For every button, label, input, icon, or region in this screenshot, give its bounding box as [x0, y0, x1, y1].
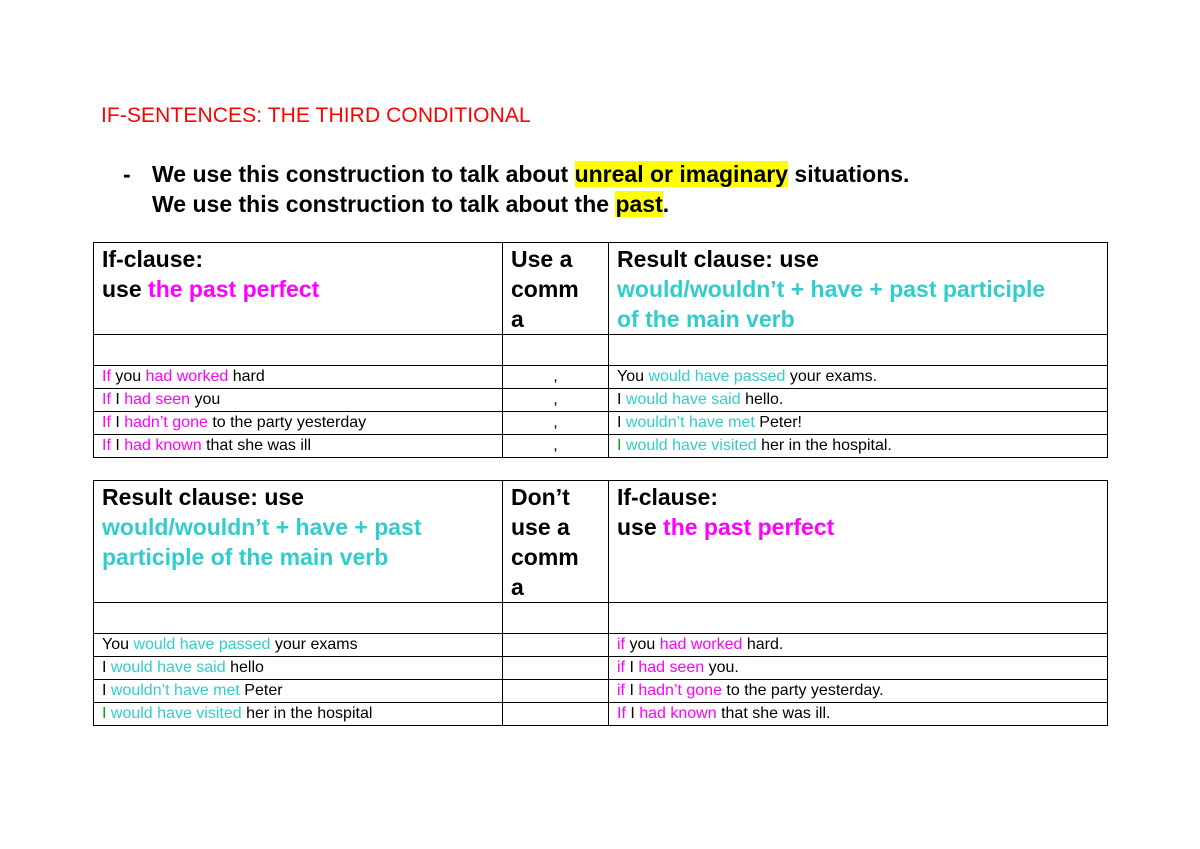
- table-row: [94, 657, 1108, 680]
- clause-rest: Peter: [239, 682, 283, 699]
- bullet-1-end: situations.: [788, 161, 910, 187]
- subject: I: [625, 682, 639, 699]
- conditional-verb: wouldn’t have met: [110, 682, 240, 699]
- empty-comma-cell: [503, 657, 609, 680]
- subject: I: [102, 705, 111, 722]
- if-word: If: [102, 414, 111, 431]
- empty-comma-cell: [503, 680, 609, 703]
- clause-rest: your exams: [270, 636, 358, 653]
- conditional-verb: would have visited: [110, 705, 242, 722]
- past-perfect-label: the past perfect: [663, 514, 835, 540]
- table-row: [94, 435, 1108, 458]
- comma-header: [503, 243, 609, 335]
- conditional-verb: would have visited: [625, 437, 757, 454]
- table-row: [94, 412, 1108, 435]
- if-clause-cell: [609, 634, 1108, 657]
- subject: you: [110, 368, 146, 385]
- clause-rest: to the party yesterday.: [721, 682, 884, 699]
- clause-rest: hello: [225, 659, 264, 676]
- bullet-dash: -: [123, 161, 131, 187]
- table-row: [94, 634, 1108, 657]
- table-row: [94, 703, 1108, 726]
- empty-comma-cell: [503, 634, 609, 657]
- past-perfect-verb: hadn’t gone: [638, 682, 722, 699]
- blank-row: [94, 603, 1108, 634]
- clause-rest: her in the hospital.: [756, 437, 892, 454]
- if-clause-cell: [94, 412, 503, 435]
- table-header-row: [94, 481, 1108, 603]
- subject: I: [110, 414, 125, 431]
- if-clause-cell: [94, 435, 503, 458]
- table-row: [94, 389, 1108, 412]
- bullet-line-2: [152, 191, 669, 218]
- clause-rest: your exams.: [785, 368, 878, 385]
- subject: You: [102, 636, 134, 653]
- no-comma-header-line: a: [511, 574, 524, 600]
- clause-rest: that she was ill: [201, 437, 312, 454]
- if-clause-cell: [609, 680, 1108, 703]
- blank-cell: [503, 603, 609, 634]
- no-comma-header-line: use a: [511, 514, 570, 540]
- result-clause-cell: [94, 657, 503, 680]
- past-perfect-verb: had seen: [638, 659, 705, 676]
- clause-rest: hard.: [742, 636, 784, 653]
- result-clause-formula: would/wouldn’t + have + past participle: [617, 276, 1046, 302]
- result-clause-label: Result clause: use: [617, 246, 819, 272]
- table-row: [94, 366, 1108, 389]
- result-clause-cell: [94, 634, 503, 657]
- comma-cell: ,: [503, 412, 609, 435]
- blank-row: [94, 335, 1108, 366]
- subject: I: [110, 437, 125, 454]
- table-row: [94, 680, 1108, 703]
- blank-cell: [609, 335, 1108, 366]
- past-perfect-verb: hadn’t gone: [124, 414, 208, 431]
- if-clause-header: [609, 481, 1108, 603]
- past-perfect-verb: had worked: [659, 636, 743, 653]
- no-comma-header: [503, 481, 609, 603]
- past-perfect-verb: had known: [124, 437, 202, 454]
- bullet-2-text: We use this construction to talk about the: [152, 191, 616, 217]
- if-clause-use: use: [102, 276, 149, 302]
- result-clause-header: [609, 243, 1108, 335]
- clause-rest: that she was ill.: [716, 705, 831, 722]
- blank-cell: [94, 603, 503, 634]
- result-clause-cell: [94, 703, 503, 726]
- conditional-verb: would have said: [110, 659, 226, 676]
- table-header-row: [94, 243, 1108, 335]
- blank-cell: [609, 603, 1108, 634]
- result-first-table: [93, 480, 1108, 726]
- if-word: If: [102, 368, 111, 385]
- comma-cell: ,: [503, 366, 609, 389]
- blank-cell: [503, 335, 609, 366]
- if-clause-cell: [609, 657, 1108, 680]
- comma-cell: ,: [503, 389, 609, 412]
- if-word: If: [617, 705, 626, 722]
- if-clause-use: use: [617, 514, 664, 540]
- if-word: if: [617, 636, 625, 653]
- clause-rest: Peter!: [754, 414, 802, 431]
- if-clause-header: [94, 243, 503, 335]
- if-clause-cell: [609, 703, 1108, 726]
- subject: I: [102, 682, 111, 699]
- bullet-1-text: We use this construction to talk about: [152, 161, 575, 187]
- comma-header-line: Use a: [511, 246, 573, 272]
- empty-comma-cell: [503, 703, 609, 726]
- comma-header-line: a: [511, 306, 524, 332]
- comma-header-line: comm: [511, 276, 579, 302]
- if-word: If: [102, 437, 111, 454]
- subject: you: [625, 636, 660, 653]
- result-clause-cell: [609, 412, 1108, 435]
- conditional-verb: wouldn’t have met: [625, 414, 755, 431]
- clause-rest: her in the hospital: [241, 705, 373, 722]
- result-clause-label: Result clause: use: [102, 484, 304, 510]
- bullet-1-highlight: unreal or imaginary: [574, 161, 789, 187]
- result-clause-header: [94, 481, 503, 603]
- subject: I: [617, 414, 626, 431]
- bullet-2-highlight: past: [615, 191, 663, 217]
- result-clause-cell: [609, 389, 1108, 412]
- if-word: If: [102, 391, 111, 408]
- no-comma-header-line: comm: [511, 544, 579, 570]
- past-perfect-verb: had worked: [145, 368, 229, 385]
- subject: I: [110, 391, 125, 408]
- result-clause-cell: [609, 435, 1108, 458]
- conditional-verb: would have said: [625, 391, 741, 408]
- page-title: IF-SENTENCES: THE THIRD CONDITIONAL: [101, 104, 531, 127]
- if-word: if: [617, 659, 625, 676]
- result-clause-formula-cont: participle of the main verb: [102, 544, 389, 570]
- result-clause-cell: [94, 680, 503, 703]
- conditional-verb: would have passed: [648, 368, 786, 385]
- no-comma-header-line: Don’t: [511, 484, 570, 510]
- if-clause-label: If-clause:: [617, 484, 718, 510]
- if-clause-cell: [94, 389, 503, 412]
- clause-rest: you: [190, 391, 221, 408]
- clause-rest: hard: [228, 368, 265, 385]
- blank-cell: [94, 335, 503, 366]
- clause-rest: you.: [704, 659, 739, 676]
- if-word: if: [617, 682, 625, 699]
- result-clause-cell: [609, 366, 1108, 389]
- if-clause-label: If-clause:: [102, 246, 203, 272]
- bullet-2-end: .: [662, 191, 670, 217]
- subject: I: [617, 391, 626, 408]
- comma-cell: ,: [503, 435, 609, 458]
- result-clause-formula: would/wouldn’t + have + past: [102, 514, 422, 540]
- subject: I: [625, 659, 639, 676]
- subject: I: [617, 437, 626, 454]
- subject: I: [625, 705, 640, 722]
- past-perfect-label: the past perfect: [148, 276, 320, 302]
- past-perfect-verb: had known: [639, 705, 717, 722]
- clause-rest: to the party yesterday: [207, 414, 367, 431]
- subject: You: [617, 368, 649, 385]
- past-perfect-verb: had seen: [124, 391, 191, 408]
- result-clause-formula-cont: of the main verb: [617, 306, 795, 332]
- if-first-table: [93, 242, 1108, 458]
- if-clause-cell: [94, 366, 503, 389]
- bullet-line-1: [123, 161, 909, 188]
- subject: I: [102, 659, 111, 676]
- conditional-verb: would have passed: [133, 636, 271, 653]
- clause-rest: hello.: [740, 391, 784, 408]
